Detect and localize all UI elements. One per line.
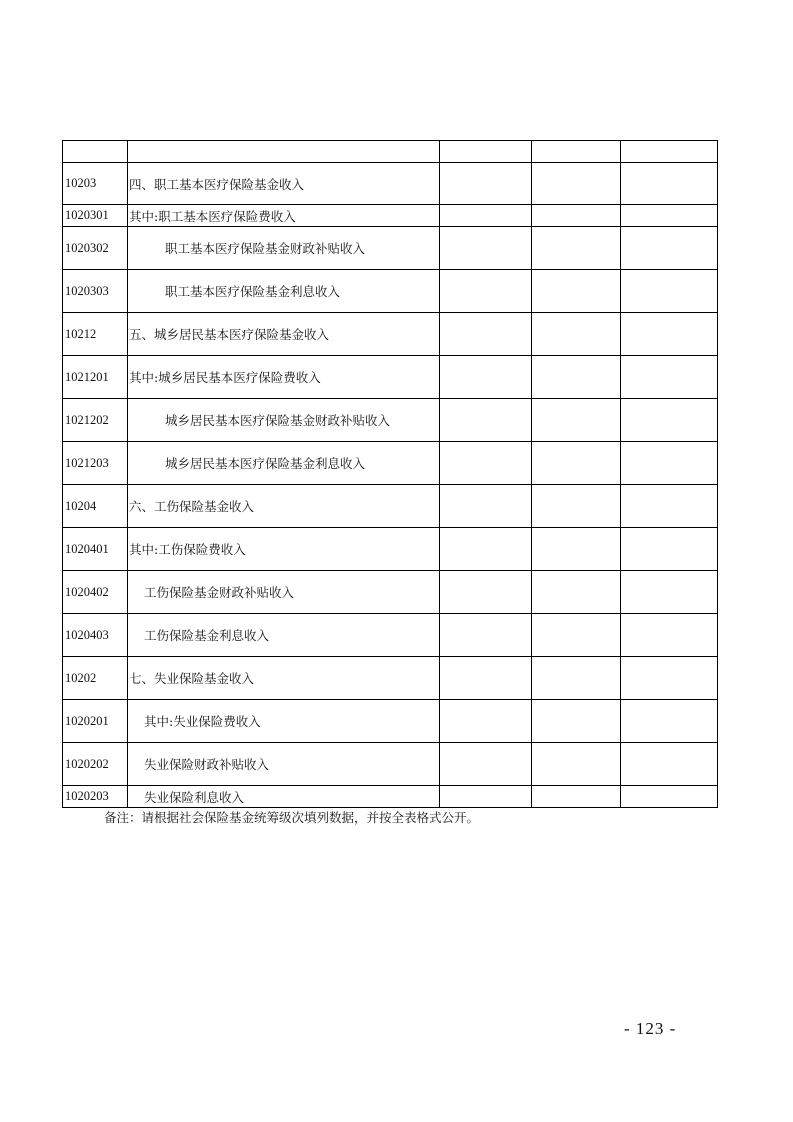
value-cell: [532, 786, 621, 808]
account-name-cell: [128, 700, 440, 743]
value-cell: [532, 614, 621, 657]
value-cell: [621, 313, 718, 356]
account-name: 工伤保险基金财政补贴收入: [144, 585, 295, 600]
account-code-cell: 10203: [63, 163, 128, 205]
header-cell: [63, 141, 128, 163]
value-cell: [532, 485, 621, 528]
value-cell: [532, 227, 621, 270]
header-cell: [621, 141, 718, 163]
value-cell: [440, 163, 532, 205]
table-row: [63, 786, 718, 808]
account-code-cell: 10202: [63, 657, 128, 700]
table-row: [63, 442, 718, 485]
account-name-cell: [128, 163, 440, 205]
table-row: [63, 614, 718, 657]
value-cell: [621, 657, 718, 700]
value-cell: [532, 700, 621, 743]
table-row: [63, 700, 718, 743]
table-row: [63, 485, 718, 528]
table-body: [63, 141, 718, 808]
value-cell: [532, 442, 621, 485]
value-cell: [621, 205, 718, 227]
table-row: [63, 313, 718, 356]
value-cell: [440, 205, 532, 227]
table-row: [63, 657, 718, 700]
value-cell: [621, 442, 718, 485]
account-code-cell: 1020401: [63, 528, 128, 571]
value-cell: [440, 743, 532, 786]
value-cell: [621, 743, 718, 786]
table-row: [63, 571, 718, 614]
table-row: [63, 270, 718, 313]
value-cell: [440, 270, 532, 313]
value-cell: [440, 313, 532, 356]
table-row: [63, 528, 718, 571]
header-cell: [532, 141, 621, 163]
value-cell: [440, 700, 532, 743]
value-cell: [440, 356, 532, 399]
value-cell: [532, 743, 621, 786]
account-name-cell: [128, 786, 440, 808]
account-name: 其中:工伤保险费收入: [129, 542, 246, 557]
value-cell: [440, 485, 532, 528]
account-name: 失业保险财政补贴收入: [144, 757, 270, 772]
account-name-cell: [128, 743, 440, 786]
account-code-cell: 1021201: [63, 356, 128, 399]
account-code-cell: 1021203: [63, 442, 128, 485]
account-name-cell: [128, 399, 440, 442]
table-row: [63, 227, 718, 270]
fund-revenue-table: [62, 140, 718, 808]
account-name-cell: [128, 356, 440, 399]
account-name: 六、工伤保险基金收入: [129, 499, 255, 514]
account-name: 五、城乡居民基本医疗保险基金收入: [129, 327, 330, 342]
table-row: [63, 743, 718, 786]
value-cell: [440, 786, 532, 808]
account-name-cell: [128, 227, 440, 270]
value-cell: [440, 442, 532, 485]
header-cell: [440, 141, 532, 163]
account-code-cell: 1021202: [63, 399, 128, 442]
account-name: 失业保险利息收入: [144, 789, 245, 805]
table-row: [63, 205, 718, 227]
account-name: 其中:失业保险费收入: [144, 714, 261, 729]
account-name-cell: [128, 614, 440, 657]
account-name: 城乡居民基本医疗保险基金财政补贴收入: [165, 413, 391, 428]
table-row: [63, 399, 718, 442]
value-cell: [621, 227, 718, 270]
account-name: 其中:职工基本医疗保险费收入: [129, 208, 296, 224]
account-name-cell: [128, 313, 440, 356]
value-cell: [440, 571, 532, 614]
value-cell: [621, 163, 718, 205]
value-cell: [621, 356, 718, 399]
account-code-cell: 1020301: [63, 205, 128, 227]
account-name-cell: [128, 528, 440, 571]
value-cell: [440, 614, 532, 657]
account-code-cell: 1020203: [63, 786, 128, 808]
value-cell: [532, 163, 621, 205]
value-cell: [532, 657, 621, 700]
header-row: [63, 141, 718, 163]
value-cell: [532, 571, 621, 614]
value-cell: [440, 227, 532, 270]
account-name-cell: [128, 571, 440, 614]
value-cell: [532, 270, 621, 313]
account-code-cell: 1020302: [63, 227, 128, 270]
account-name: 城乡居民基本医疗保险基金利息收入: [165, 456, 366, 471]
account-code-cell: 1020403: [63, 614, 128, 657]
account-code-cell: 10204: [63, 485, 128, 528]
account-name: 职工基本医疗保险基金利息收入: [165, 284, 341, 299]
value-cell: [621, 700, 718, 743]
account-name: 七、失业保险基金收入: [129, 671, 255, 686]
value-cell: [532, 399, 621, 442]
value-cell: [621, 614, 718, 657]
value-cell: [440, 528, 532, 571]
value-cell: [532, 205, 621, 227]
account-name-cell: [128, 442, 440, 485]
table-note: 备注：请根据社会保险基金统筹级次填列数据，并按全表格式公开。: [104, 810, 480, 825]
value-cell: [621, 270, 718, 313]
account-code-cell: 1020202: [63, 743, 128, 786]
value-cell: [621, 528, 718, 571]
account-name: 其中:城乡居民基本医疗保险费收入: [129, 370, 321, 385]
account-code-cell: 10212: [63, 313, 128, 356]
value-cell: [532, 528, 621, 571]
account-code-cell: 1020402: [63, 571, 128, 614]
table-row: [63, 356, 718, 399]
account-name-cell: [128, 205, 440, 227]
header-cell: [128, 141, 440, 163]
value-cell: [532, 356, 621, 399]
value-cell: [621, 786, 718, 808]
account-name: 职工基本医疗保险基金财政补贴收入: [165, 241, 366, 256]
value-cell: [621, 485, 718, 528]
account-code-cell: 1020303: [63, 270, 128, 313]
value-cell: [621, 571, 718, 614]
value-cell: [440, 657, 532, 700]
value-cell: [532, 313, 621, 356]
page-number: - 123 -: [624, 1019, 677, 1038]
account-name: 工伤保险基金利息收入: [144, 628, 270, 643]
table-row: [63, 163, 718, 205]
account-name-cell: [128, 657, 440, 700]
account-name-cell: [128, 270, 440, 313]
account-name: 四、职工基本医疗保险基金收入: [129, 176, 305, 192]
value-cell: [440, 399, 532, 442]
account-code-cell: 1020201: [63, 700, 128, 743]
account-name-cell: [128, 485, 440, 528]
value-cell: [621, 399, 718, 442]
